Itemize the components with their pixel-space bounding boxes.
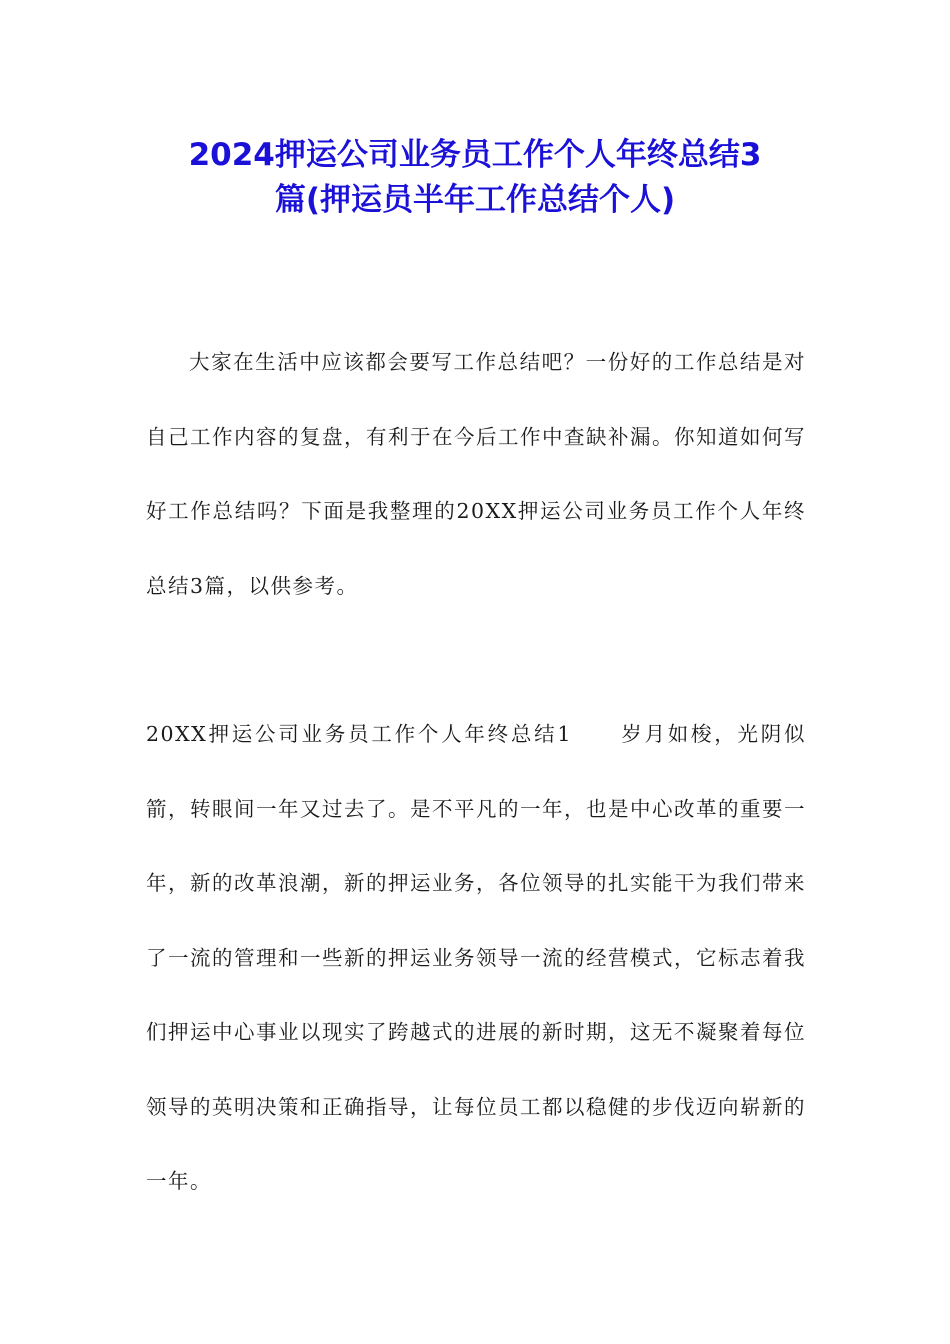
document-title-line-2: 篇(押运员半年工作总结个人)	[274, 182, 676, 218]
intro-paragraph: 大家在生活中应该都会要写工作总结吧？一份好的工作总结是对自己工作内容的复盘，有利于在今后工作中查缺补漏。你知道如何写好工作总结吗？下面是我整理的20XX押运公司业务员工作个人年终总结3篇，以供参考。	[146, 350, 806, 598]
section-1-text: 岁月如梭，光阴似箭，转眼间一年又过去了。是不平凡的一年，也是中心改革的重要一年，新的改革浪潮，新的押运业务，各位领导的扎实能干为我们带来了一流的管理和一些新的押运业务领导一流的经营模式，它标志着我们押运中心事业以现实了跨越式的进展的新时期，这无不凝聚着每位领导的英明决策和正确指导，让每位员工都以稳健的步伐迈向崭新的一年。	[146, 722, 806, 1193]
section-1-paragraph	[146, 697, 806, 1219]
document-title-line-1: 2024押运公司业务员工作个人年终总结3	[188, 137, 762, 173]
section-1-heading: 20XX押运公司业务员工作个人年终总结1	[146, 722, 572, 746]
